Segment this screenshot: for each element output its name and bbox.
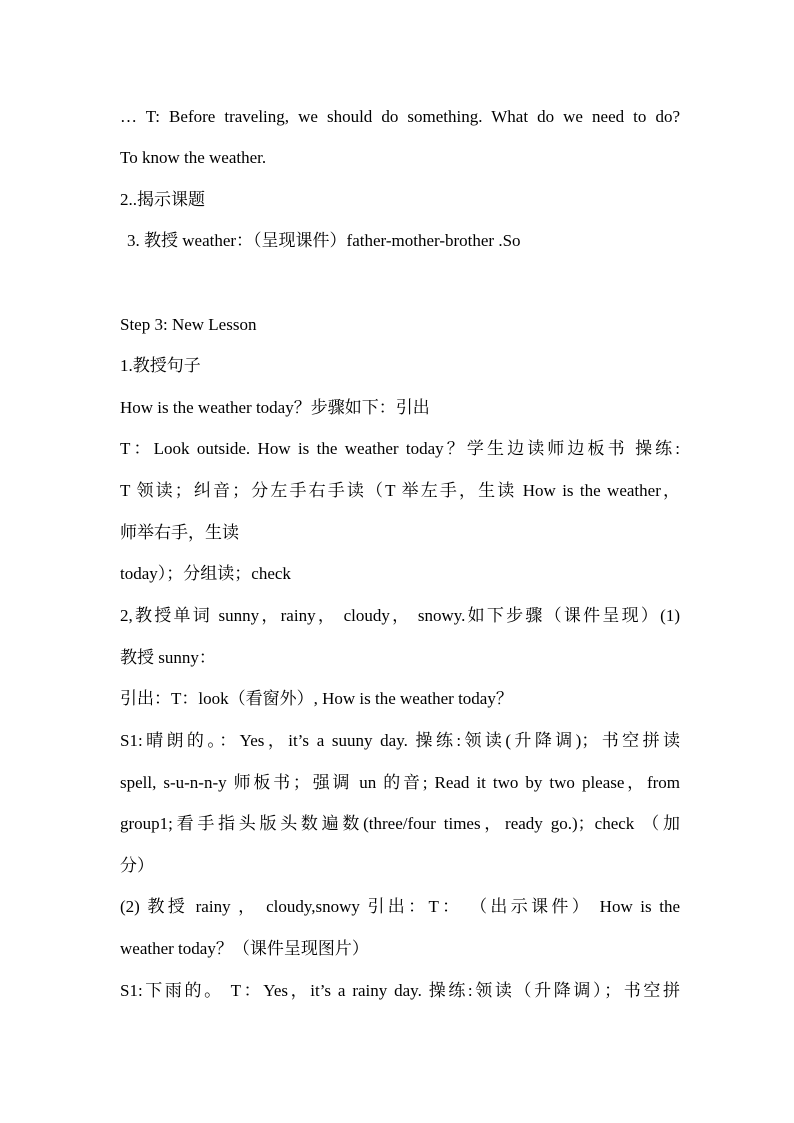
text-line-reveal-topic: 2..揭示课题: [120, 190, 205, 209]
text-line-know-weather: To know the weather.: [120, 148, 267, 167]
text-line-today-check: today）；分组读；check: [120, 564, 291, 583]
text-line-sunny-day: S1:晴朗的。：Yes，it’s a suuny day. 操练:领读(升降调)；书空拼读: [120, 731, 680, 750]
text-line-before-traveling: … T: Before traveling, we should do something. What do we need to do?: [120, 107, 680, 126]
text-line-group1: group1;看手指头版头数遍数(three/four times，ready go.)；check （加: [120, 814, 680, 833]
text-line-look-window: 引出：T：look（看窗外）, How is the weather today？: [120, 689, 513, 708]
text-line-look-outside: T：Look outside. How is the weather today？学生边读师边板书 操练:: [120, 439, 680, 458]
text-line-t-lead-read: T 领读；纠音；分左手右手读（T 举左手，生读 How is the weather，: [120, 481, 680, 500]
text-line-rainy-day: S1:下雨的。 T：Yes，it’s a rainy day. 操练:领读（升降调）；书空拼: [120, 981, 680, 1000]
text-line-spell-sunny: spell, s-u-n-n-y 师板书；强调 un 的音; Read it two by two please，from: [120, 773, 680, 792]
text-line-how-is-weather: How is the weather today？步骤如下：引出: [120, 398, 430, 417]
text-line-teach-sunny: 教授 sunny：: [120, 648, 216, 667]
text-line-teach-words: 2,教授单词 sunny，rainy， cloudy， snowy.如下步骤（课件呈现）(1): [120, 606, 680, 625]
text-line-teach-rainy: (2) 教授 rainy ， cloudy,snowy 引出：T： （出示课件） How is the: [120, 897, 680, 916]
text-line-right-hand: 师举右手，生读: [120, 523, 239, 542]
section-heading-step3: Step 3: New Lesson: [120, 315, 257, 334]
text-line-add-points: 分）: [120, 856, 154, 875]
text-line-teach-sentence: 1.教授句子: [120, 356, 201, 375]
text-line-weather-today-pictures: weather today？（课件呈现图片）: [120, 939, 369, 958]
text-line-teach-weather: 3. 教授 weather：（呈现课件）father-mother-brother .So: [127, 231, 521, 250]
